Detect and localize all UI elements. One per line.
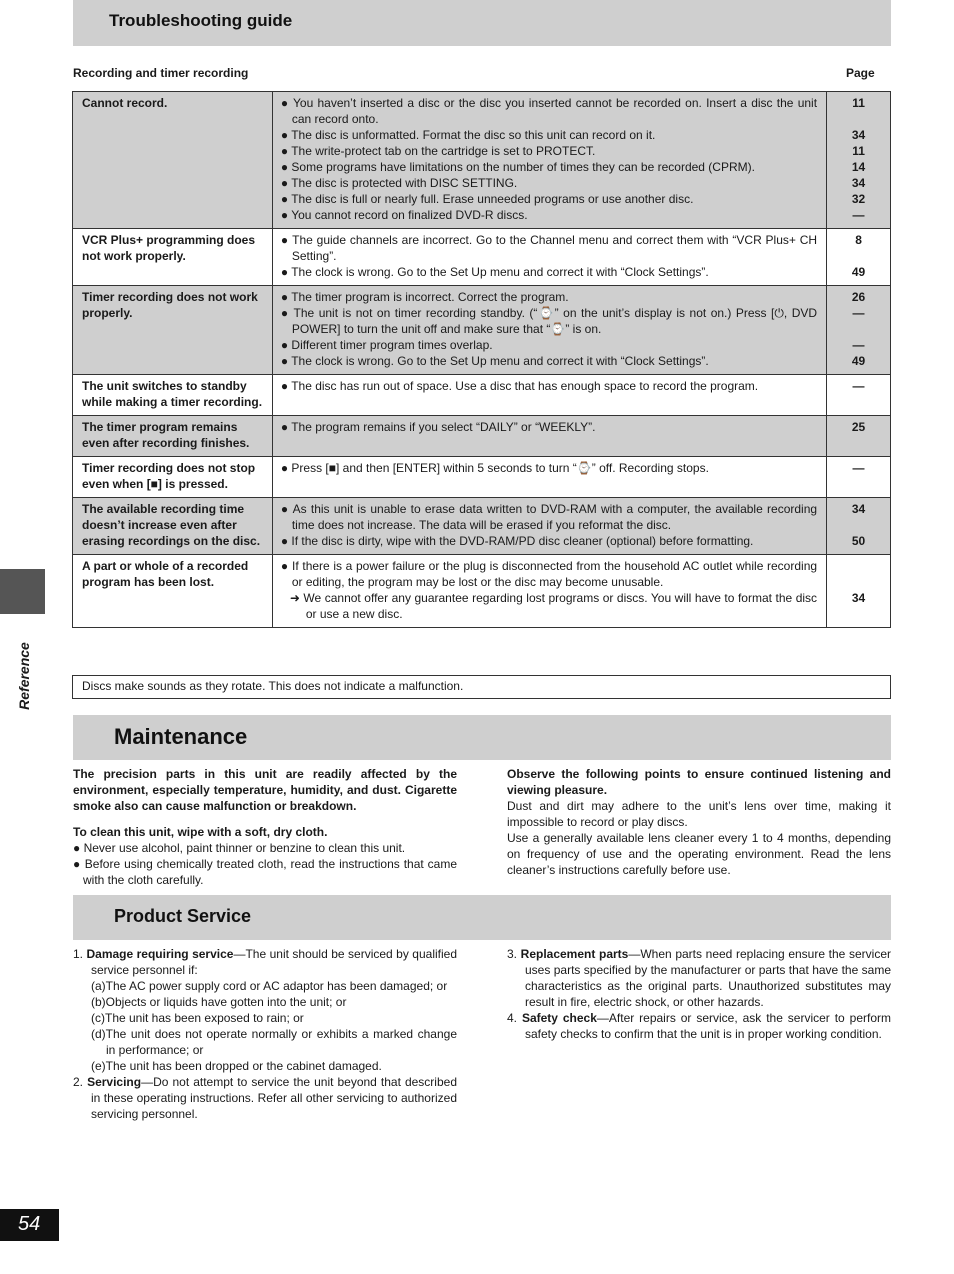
bullet-icon: ● — [280, 160, 292, 174]
page-ref-cell — [827, 498, 891, 555]
bullet-icon: ● — [280, 192, 292, 206]
maintenance-right-p2: Use a generally available lens cleaner every 1 to 4 months, depending on frequency of use and the operating environment. Read the lens cleaner’s instructions carefully before use. — [507, 831, 891, 877]
page-ref: — — [852, 338, 865, 352]
maintenance-right-p1: Dust and dirt may adhere to the unit’s lens over time, making it impossible to record or play discs. — [507, 799, 891, 829]
page-ref: 34 — [851, 128, 866, 142]
table-row — [73, 498, 891, 555]
bullet-icon: ● — [280, 233, 293, 247]
cause-item: ● If the disc is dirty, wipe with the DVD-RAM/PD disc cleaner (optional) before formatting. — [280, 534, 754, 548]
service-subitem: (d)The unit does not operate normally or exhibits a marked change in performance; or — [91, 1027, 457, 1057]
cause-item: ● As this unit is unable to erase data written to DVD-RAM with a computer, the available recording time does not increase. The data will be erased if you reformat the disc. — [280, 502, 818, 532]
clean-heading: To clean this unit, wipe with a soft, dry cloth. — [73, 825, 328, 839]
page-ref: — — [852, 208, 865, 222]
bullet-icon: ● — [280, 502, 293, 516]
bullet-icon: ● — [280, 534, 292, 548]
page-ref-cell — [827, 92, 891, 229]
page-ref: 8 — [855, 233, 862, 247]
cause-cell — [272, 498, 826, 555]
page-ref-cell — [827, 286, 891, 375]
clean-bullet: ● Before using chemically treated cloth, read the instructions that came with the cloth carefully. — [73, 857, 457, 887]
maintenance-left-column — [73, 766, 457, 888]
page-ref: 49 — [851, 354, 866, 368]
troubleshooting-header-band — [73, 0, 891, 46]
cause-cell — [272, 457, 826, 498]
page-ref: 34 — [851, 591, 866, 605]
cause-item: ● The timer program is incorrect. Correct the program. — [280, 290, 569, 304]
service-subitem: (c)The unit has been exposed to rain; or — [91, 1011, 304, 1025]
bullet-icon: ● — [280, 559, 293, 573]
service-subitem: (a)The AC power supply cord or AC adaptor has been damaged; or — [91, 979, 448, 993]
problem-cell: Cannot record. — [73, 92, 273, 229]
table-row — [73, 457, 891, 498]
service-right-column — [507, 946, 891, 1042]
bullet-icon: ● — [280, 338, 292, 352]
problem-cell: VCR Plus+ programming does not work properly. — [73, 229, 273, 286]
bullet-icon: ● — [73, 841, 84, 855]
page-ref-cell — [827, 375, 891, 416]
bullet-icon: ● — [280, 96, 293, 110]
cause-item: ● The guide channels are incorrect. Go to the Channel menu and correct them with “VCR Plus+ CH Setting”. — [280, 233, 818, 263]
cause-item: ● Press [■] and then [ENTER] within 5 seconds to turn “⌚” off. Recording stops. — [280, 461, 709, 475]
problem-cell: The available recording time doesn’t increase even after erasing recordings on the disc. — [73, 498, 273, 555]
bullet-icon: ● — [280, 290, 292, 304]
cause-cell — [272, 286, 826, 375]
cause-item: ● Different timer program times overlap. — [280, 338, 493, 352]
troubleshooting-title: Troubleshooting guide — [109, 11, 293, 30]
maintenance-title: Maintenance — [114, 724, 248, 749]
page-ref: 32 — [851, 192, 866, 206]
table-row — [73, 375, 891, 416]
table-row — [73, 229, 891, 286]
table-row — [73, 416, 891, 457]
page-ref — [829, 111, 888, 127]
page-ref — [829, 558, 888, 574]
page-ref: 11 — [852, 96, 865, 110]
problem-cell: Timer recording does not work properly. — [73, 286, 273, 375]
service-subitem: (e)The unit has been dropped or the cabinet damaged. — [91, 1059, 382, 1073]
cause-item: ● The disc is unformatted. Format the disc so this unit can record on it. — [280, 128, 656, 142]
cause-item: ● Some programs have limitations on the number of times they can be recorded (CPRM). — [280, 160, 755, 174]
bullet-icon: ● — [280, 420, 292, 434]
problem-cell: The unit switches to standby while making a timer recording. — [73, 375, 273, 416]
service-left-column — [73, 946, 457, 1122]
service-item-3: 3. Replacement parts—When parts need replacing ensure the servicer uses parts specified by the manufacturer or parts that have the same characteristics as the original parts. Unauthorized substitutes may result in fire, electric shock, or other hazards. — [507, 947, 891, 1009]
cause-cell — [272, 229, 826, 286]
troubleshooting-table — [72, 91, 891, 628]
bullet-icon: ● — [280, 306, 294, 320]
side-section-label: Reference — [16, 642, 32, 710]
page-ref — [829, 321, 888, 337]
page-ref: 11 — [852, 144, 865, 158]
bullet-icon: ● — [280, 461, 292, 475]
page-ref-cell — [827, 416, 891, 457]
page-column-header: Page — [846, 66, 875, 80]
bullet-icon: ● — [280, 208, 292, 222]
maintenance-right-column — [507, 766, 891, 878]
page-ref: — — [852, 461, 865, 475]
clean-bullet: ● Never use alcohol, paint thinner or benzine to clean this unit. — [73, 841, 406, 855]
cause-item: ● The clock is wrong. Go to the Set Up menu and correct it with “Clock Settings”. — [280, 265, 709, 279]
page-ref: — — [852, 379, 865, 393]
page-ref: 34 — [851, 176, 866, 190]
maintenance-intro: The precision parts in this unit are readily affected by the environment, especially temperature, humidity, and dust. Cigarette smoke also can cause malfunction or breakdown. — [73, 767, 457, 813]
cause-item: ● The disc has run out of space. Use a disc that has enough space to record the program. — [280, 379, 759, 393]
cause-item: ● If there is a power failure or the plug is disconnected from the household AC outlet while recording or editing, the program may be lost or the disc may become unusable. — [280, 559, 818, 589]
page-ref: 34 — [851, 502, 866, 516]
table-row — [73, 286, 891, 375]
service-item-1: 1. Damage requiring service—The unit should be serviced by qualified service personnel if: — [73, 947, 458, 977]
bullet-icon: ● — [280, 354, 292, 368]
cause-item: ● The write-protect tab on the cartridge is set to PROTECT. — [280, 144, 596, 158]
maintenance-header-band — [73, 715, 891, 760]
table-row — [73, 92, 891, 229]
page-ref-cell — [827, 555, 891, 628]
bullet-icon: ● — [280, 379, 292, 393]
maintenance-right-heading: Observe the following points to ensure continued listening and viewing pleasure. — [507, 767, 891, 797]
arrow-note: ➜ We cannot offer any guarantee regarding lost programs or discs. You will have to format the disc or use a new disc. — [289, 591, 818, 621]
service-item-4: 4. Safety check—After repairs or service, ask the servicer to perform safety checks to confirm that the unit is in proper working condition. — [507, 1011, 891, 1041]
cause-cell — [272, 92, 826, 229]
bullet-icon: ● — [280, 128, 292, 142]
cause-item: ● The program remains if you select “DAILY” or “WEEKLY”. — [280, 420, 596, 434]
problem-cell: A part or whole of a recorded program has been lost. — [73, 555, 273, 628]
page-ref: 26 — [851, 290, 866, 304]
product-service-title: Product Service — [114, 906, 252, 926]
problem-cell: Timer recording does not stop even when [■] is pressed. — [73, 457, 273, 498]
bullet-icon: ● — [280, 144, 292, 158]
page-ref-cell — [827, 457, 891, 498]
service-subitem: (b)Objects or liquids have gotten into the unit; or — [91, 995, 347, 1009]
service-item-2: 2. Servicing—Do not attempt to service the unit beyond that described in these operating instructions. Refer all other servicing to authorized servicing personnel. — [73, 1075, 457, 1121]
page-ref: 14 — [851, 160, 866, 174]
page-ref-cell — [827, 229, 891, 286]
product-service-header-band — [73, 895, 891, 940]
table-row — [73, 555, 891, 628]
cause-item: ● You cannot record on finalized DVD-R discs. — [280, 208, 528, 222]
cause-item: ● The unit is not on timer recording standby. (“⌚” on the unit’s display is not on.) Press [⏻, DVD POWER] to turn the unit off and make sure that “⌚” is on. — [280, 306, 818, 336]
cause-item: ● The disc is protected with DISC SETTING. — [280, 176, 518, 190]
page-ref: 49 — [851, 265, 866, 279]
page-ref — [829, 574, 888, 590]
section-label: Recording and timer recording — [73, 66, 249, 80]
note-box: Discs make sounds as they rotate. This does not indicate a malfunction. — [72, 675, 891, 699]
cause-cell — [272, 375, 826, 416]
cause-item: ● The disc is full or nearly full. Erase unneeded programs or use another disc. — [280, 192, 694, 206]
problem-cell: The timer program remains even after recording finishes. — [73, 416, 273, 457]
bullet-icon: ● — [73, 857, 85, 871]
page-ref: — — [852, 306, 865, 320]
page-number: 54 — [0, 1209, 59, 1241]
bullet-icon: ● — [280, 265, 292, 279]
page-ref — [829, 517, 888, 533]
side-tab-marker — [0, 569, 45, 614]
arrow-icon: ➜ — [289, 591, 304, 605]
cause-item: ● The clock is wrong. Go to the Set Up menu and correct it with “Clock Settings”. — [280, 354, 709, 368]
cause-item: ● You haven’t inserted a disc or the disc you inserted cannot be recorded on. Insert a disc the unit can record onto. — [280, 96, 818, 126]
page-ref: 25 — [851, 420, 866, 434]
cause-cell — [272, 555, 826, 628]
cause-cell — [272, 416, 826, 457]
page-ref: 50 — [851, 534, 866, 548]
bullet-icon: ● — [280, 176, 292, 190]
page-ref — [829, 248, 888, 264]
